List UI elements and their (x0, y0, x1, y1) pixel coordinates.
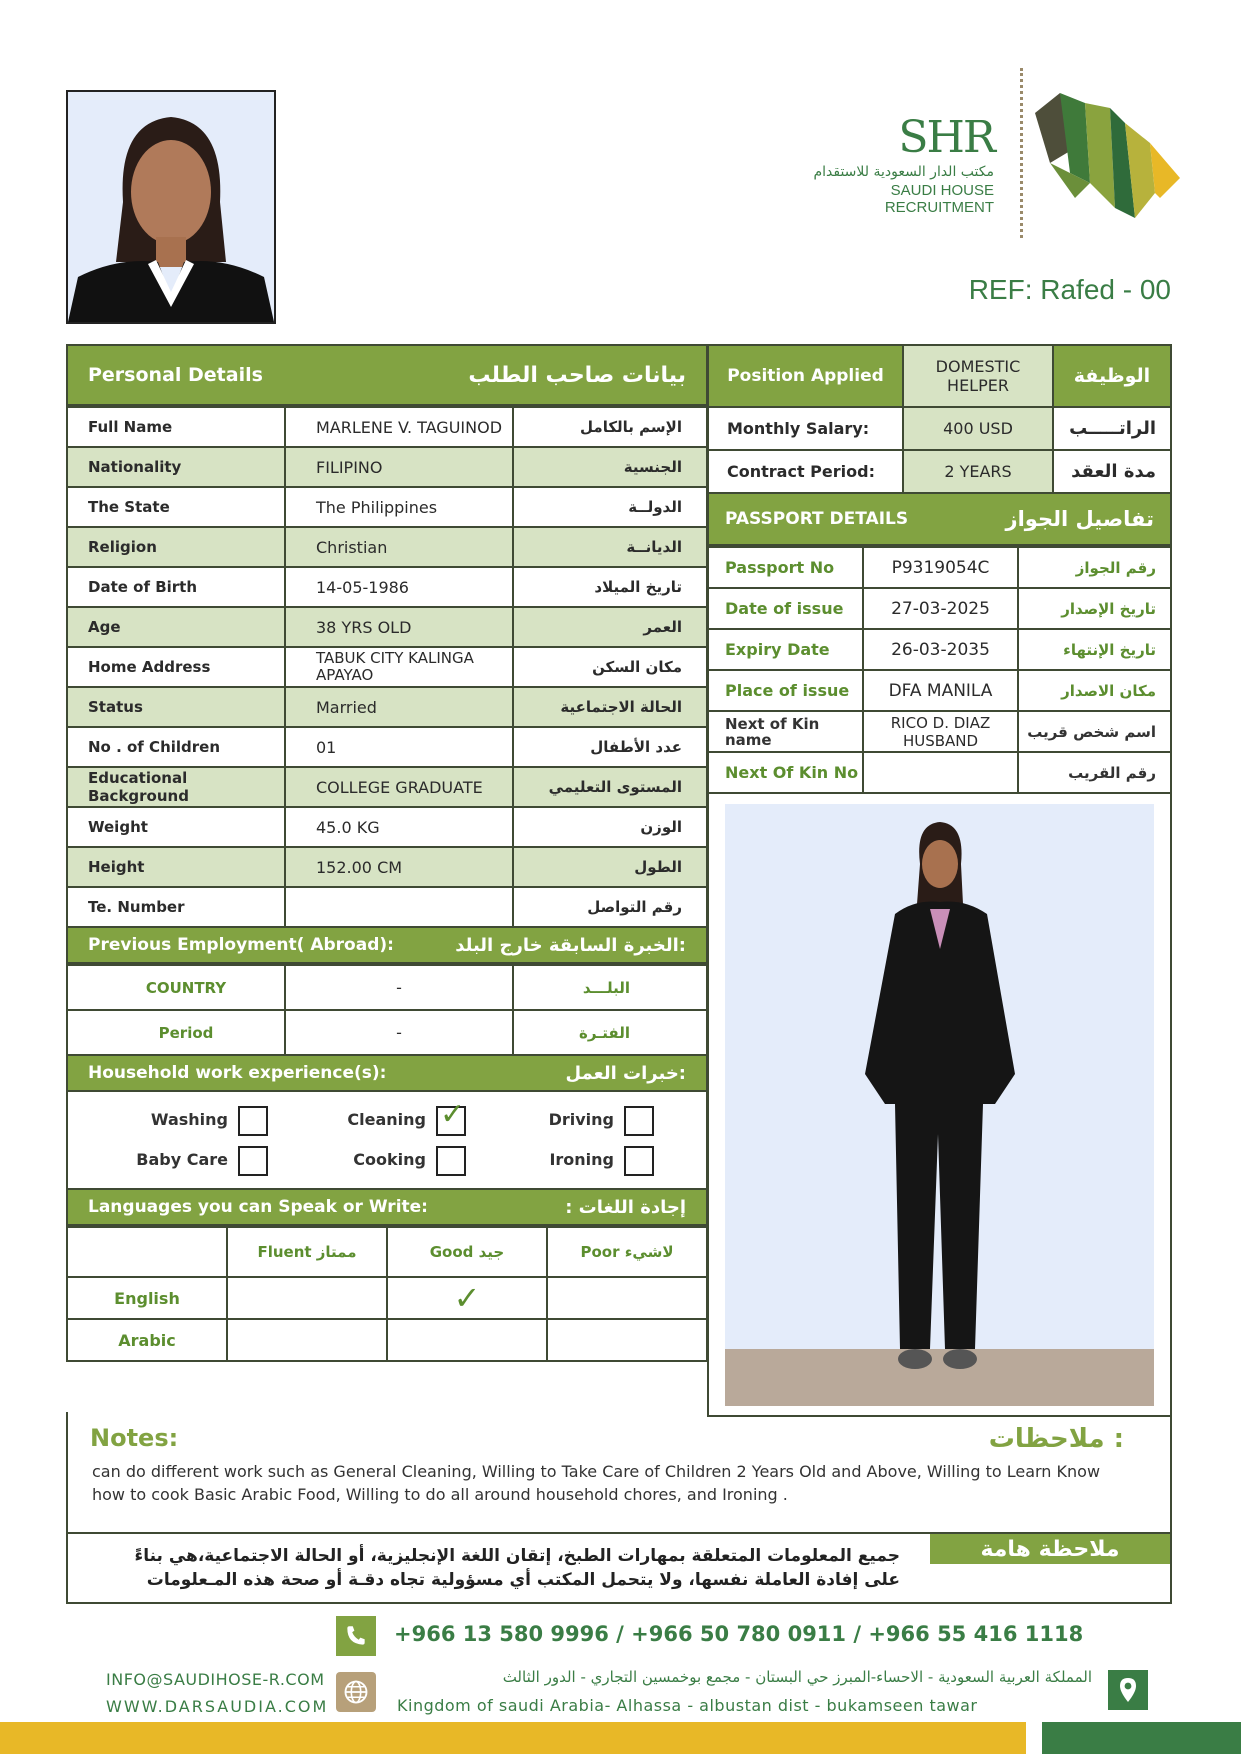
saudi-map-icon (1030, 88, 1180, 228)
company-logo (790, 68, 1180, 238)
passport-label: Expiry Date (708, 629, 863, 670)
personal-label-ar: العمر (513, 607, 707, 647)
personal-label-ar: عدد الأطفال (513, 727, 707, 767)
logo-divider (1020, 68, 1023, 238)
personal-details-table (66, 406, 708, 928)
passport-label-ar: اسم شخص قريب (1018, 711, 1171, 752)
personal-value: COLLEGE GRADUATE (285, 767, 513, 807)
logo-mark: SHR (898, 112, 994, 163)
personal-value: TABUK CITY KALINGA APAYAO (285, 647, 513, 687)
previous-label-ar: الفتـرة (513, 1010, 707, 1055)
personal-row (67, 767, 707, 807)
household-label: Driving (548, 1110, 614, 1129)
important-line-2: على إفادة العاملة نفسها، ولا يتحمل المكتب أي مسؤولية تجاه دقـة أو صحة هذه المـعلومات (146, 1570, 900, 1590)
position-row-label-ar: الراتـــــب (1053, 407, 1171, 450)
footer-phones[interactable]: +966 13 580 9996 / +966 50 780 0911 / +966 55 416 1118 (394, 1622, 1084, 1646)
personal-title-en: Personal Details (88, 364, 263, 386)
household-skills-grid (66, 1092, 708, 1190)
personal-label: No . of Children (67, 727, 285, 767)
passport-header (707, 494, 1172, 546)
personal-value: 01 (285, 727, 513, 767)
previous-label: COUNTRY (67, 965, 285, 1010)
personal-value: 152.00 CM (285, 847, 513, 887)
personal-value: 45.0 KG (285, 807, 513, 847)
passport-title-en: PASSPORT DETAILS (725, 509, 909, 529)
passport-row (708, 547, 1171, 588)
personal-value: Christian (285, 527, 513, 567)
passport-value: 26-03-2035 (863, 629, 1018, 670)
passport-label: Next Of Kin No (708, 752, 863, 793)
personal-value (285, 887, 513, 927)
passport-row (708, 629, 1171, 670)
position-passport-section (707, 344, 1172, 1417)
household-checkbox[interactable] (436, 1146, 466, 1176)
full-body-photo-frame (707, 794, 1172, 1417)
personal-row (67, 807, 707, 847)
previous-value: - (285, 965, 513, 1010)
personal-details-section (66, 344, 708, 1362)
personal-row (67, 567, 707, 607)
household-checkbox[interactable] (436, 1097, 466, 1136)
language-level-cell (547, 1319, 707, 1361)
personal-row (67, 887, 707, 927)
personal-row (67, 447, 707, 487)
previous-row (67, 965, 707, 1010)
personal-label-ar: الإسم بالكامل (513, 407, 707, 447)
language-level-cell (227, 1319, 387, 1361)
passport-label-ar: تاريخ الإصدار (1018, 588, 1171, 629)
footer-bar-green (1042, 1722, 1241, 1754)
position-row-label-ar: مدة العقد (1053, 450, 1171, 493)
personal-row (67, 687, 707, 727)
position-row (708, 407, 1171, 450)
passport-row (708, 711, 1171, 752)
household-checkbox[interactable] (238, 1106, 268, 1136)
household-title-ar: خبرات العمل: (565, 1062, 686, 1084)
household-label: Cooking (353, 1150, 426, 1169)
language-row (67, 1319, 707, 1361)
position-value: DOMESTIC HELPER (903, 345, 1053, 407)
languages-col-header: Poor لاشيء (547, 1227, 707, 1277)
personal-value: 14-05-1986 (285, 567, 513, 607)
household-checkbox[interactable] (624, 1146, 654, 1176)
important-title: ملاحظة هامة (930, 1534, 1170, 1564)
personal-label-ar: مكان السكن (513, 647, 707, 687)
logo-arabic-name: مكتب الدار السعودية للاستقدام (813, 164, 994, 180)
household-label: Cleaning (347, 1110, 426, 1129)
important-notice (66, 1532, 1172, 1604)
personal-label: Weight (67, 807, 285, 847)
footer-bar-yellow (0, 1722, 1026, 1754)
languages-empty-cell (67, 1227, 227, 1277)
notes-title-ar: ملاحظات : (988, 1424, 1124, 1454)
household-title-en: Household work experience(s): (88, 1063, 387, 1083)
previous-label-ar: البلـــد (513, 965, 707, 1010)
personal-label-ar: الطول (513, 847, 707, 887)
languages-col-header: Fluent ممتاز (227, 1227, 387, 1277)
position-table (707, 344, 1172, 494)
passport-value: P9319054C (863, 547, 1018, 588)
personal-label-ar: المستوى التعليمي (513, 767, 707, 807)
previous-row (67, 1010, 707, 1055)
previous-value: - (285, 1010, 513, 1055)
language-name: English (67, 1277, 227, 1319)
passport-value: 27-03-2025 (863, 588, 1018, 629)
position-label: Position Applied (708, 345, 903, 407)
personal-label: Te. Number (67, 887, 285, 927)
phone-icon (336, 1616, 376, 1656)
position-row-label: Monthly Salary: (708, 407, 903, 450)
position-row-value: 400 USD (903, 407, 1053, 450)
position-label-ar: الوظيفة (1053, 345, 1171, 407)
important-line-1: جميع المعلومات المتعلقة بمهارات الطبخ، إتقان اللغة الإنجليزية، أو الحالة الاجتماعية،هي بناءً (134, 1546, 900, 1566)
personal-label: Home Address (67, 647, 285, 687)
applicant-full-photo (725, 804, 1154, 1406)
personal-value: 38 YRS OLD (285, 607, 513, 647)
language-level-cell (547, 1277, 707, 1319)
personal-title-ar: بيانات صاحب الطلب (468, 362, 686, 388)
footer-email[interactable]: INFO@SAUDIHOSE-R.COM (106, 1670, 325, 1689)
personal-label-ar: الدولــة (513, 487, 707, 527)
checkmark-icon: ✓ (453, 1279, 481, 1317)
passport-label: Passport No (708, 547, 863, 588)
passport-label-ar: مكان الاصدار (1018, 670, 1171, 711)
personal-row (67, 527, 707, 567)
language-name: Arabic (67, 1319, 227, 1361)
personal-row (67, 407, 707, 447)
globe-icon (336, 1672, 376, 1712)
personal-value: The Philippines (285, 487, 513, 527)
passport-title-ar: تفاصيل الجواز (1005, 507, 1154, 531)
position-row (708, 450, 1171, 493)
passport-value (863, 752, 1018, 793)
passport-row (708, 588, 1171, 629)
personal-row (67, 647, 707, 687)
personal-label-ar: الجنسية (513, 447, 707, 487)
personal-label: Status (67, 687, 285, 727)
household-checkbox[interactable] (238, 1146, 268, 1176)
passport-label: Place of issue (708, 670, 863, 711)
previous-label: Period (67, 1010, 285, 1055)
logo-english-name: SAUDI HOUSE RECRUITMENT (884, 182, 994, 216)
previous-title-ar: الخبرة السابقة خارج البلد: (455, 934, 686, 956)
personal-label: Religion (67, 527, 285, 567)
footer-address-en: Kingdom of saudi Arabia- Alhassa - albustan dist - bukamseen tawar (397, 1696, 978, 1715)
household-header (66, 1056, 708, 1092)
languages-col-header: Good جيد (387, 1227, 547, 1277)
personal-value: FILIPINO (285, 447, 513, 487)
passport-label: Next of Kin name (708, 711, 863, 752)
previous-title-en: Previous Employment( Abroad): (88, 935, 394, 955)
passport-label: Date of issue (708, 588, 863, 629)
passport-label-ar: تاريخ الإنتهاء (1018, 629, 1171, 670)
notes-text: can do different work such as General Cleaning, Willing to Take Care of Children 2 Years Old and Above, Willing to Learn Know how to cook Basic Arabic Food, Willing to do all around household chores, and Ironing . (92, 1462, 1101, 1504)
languages-title-ar: : إجادة اللغات (565, 1196, 686, 1218)
previous-employment-header (66, 928, 708, 964)
passport-row (708, 752, 1171, 793)
personal-label: Date of Birth (67, 567, 285, 607)
personal-value: Married (285, 687, 513, 727)
personal-label: Height (67, 847, 285, 887)
household-label: Baby Care (136, 1150, 228, 1169)
passport-table (707, 546, 1172, 794)
personal-label: Nationality (67, 447, 285, 487)
passport-row (708, 670, 1171, 711)
passport-label-ar: رقم القريب (1018, 752, 1171, 793)
personal-label: Educational Background (67, 767, 285, 807)
footer-website[interactable]: WWW.DARSAUDIA.COM (106, 1697, 329, 1716)
applicant-headshot (66, 90, 276, 324)
personal-label-ar: رقم التواصل (513, 887, 707, 927)
language-level-cell (227, 1277, 387, 1319)
languages-title-en: Languages you can Speak or Write: (88, 1197, 428, 1217)
location-pin-icon (1108, 1670, 1148, 1710)
passport-value: RICO D. DIAZ HUSBAND (863, 711, 1018, 752)
language-level-cell (387, 1277, 547, 1319)
languages-header-row (67, 1227, 707, 1277)
passport-label-ar: رقم الجواز (1018, 547, 1171, 588)
personal-row (67, 487, 707, 527)
personal-label: Full Name (67, 407, 285, 447)
personal-label-ar: تاريخ الميلاد (513, 567, 707, 607)
personal-row (67, 727, 707, 767)
personal-label-ar: الديانــة (513, 527, 707, 567)
language-level-cell (387, 1319, 547, 1361)
household-label: Ironing (549, 1150, 614, 1169)
personal-row (67, 847, 707, 887)
personal-label: The State (67, 487, 285, 527)
personal-label-ar: الحالة الاجتماعية (513, 687, 707, 727)
personal-value: MARLENE V. TAGUINOD (285, 407, 513, 447)
notes-title-en: Notes: (90, 1424, 179, 1452)
position-row-value: 2 YEARS (903, 450, 1053, 493)
reference-number: REF: Rafed - 00 (968, 274, 1171, 305)
notes-section (66, 1412, 1172, 1534)
language-row (67, 1277, 707, 1319)
languages-header (66, 1190, 708, 1226)
personal-label-ar: الوزن (513, 807, 707, 847)
checkmark-icon: ✓ (440, 1097, 466, 1132)
position-row-label: Contract Period: (708, 450, 903, 493)
household-checkbox[interactable] (624, 1106, 654, 1136)
personal-row (67, 607, 707, 647)
footer-address-ar: المملكة العربية السعودية - الاحساء-المبرز حي البستان - مجمع بوخمسين التجاري - الدور الثالث (502, 1668, 1092, 1686)
languages-table (66, 1226, 708, 1362)
passport-value: DFA MANILA (863, 670, 1018, 711)
personal-label: Age (67, 607, 285, 647)
household-label: Washing (150, 1110, 228, 1129)
previous-employment-table (66, 964, 708, 1056)
